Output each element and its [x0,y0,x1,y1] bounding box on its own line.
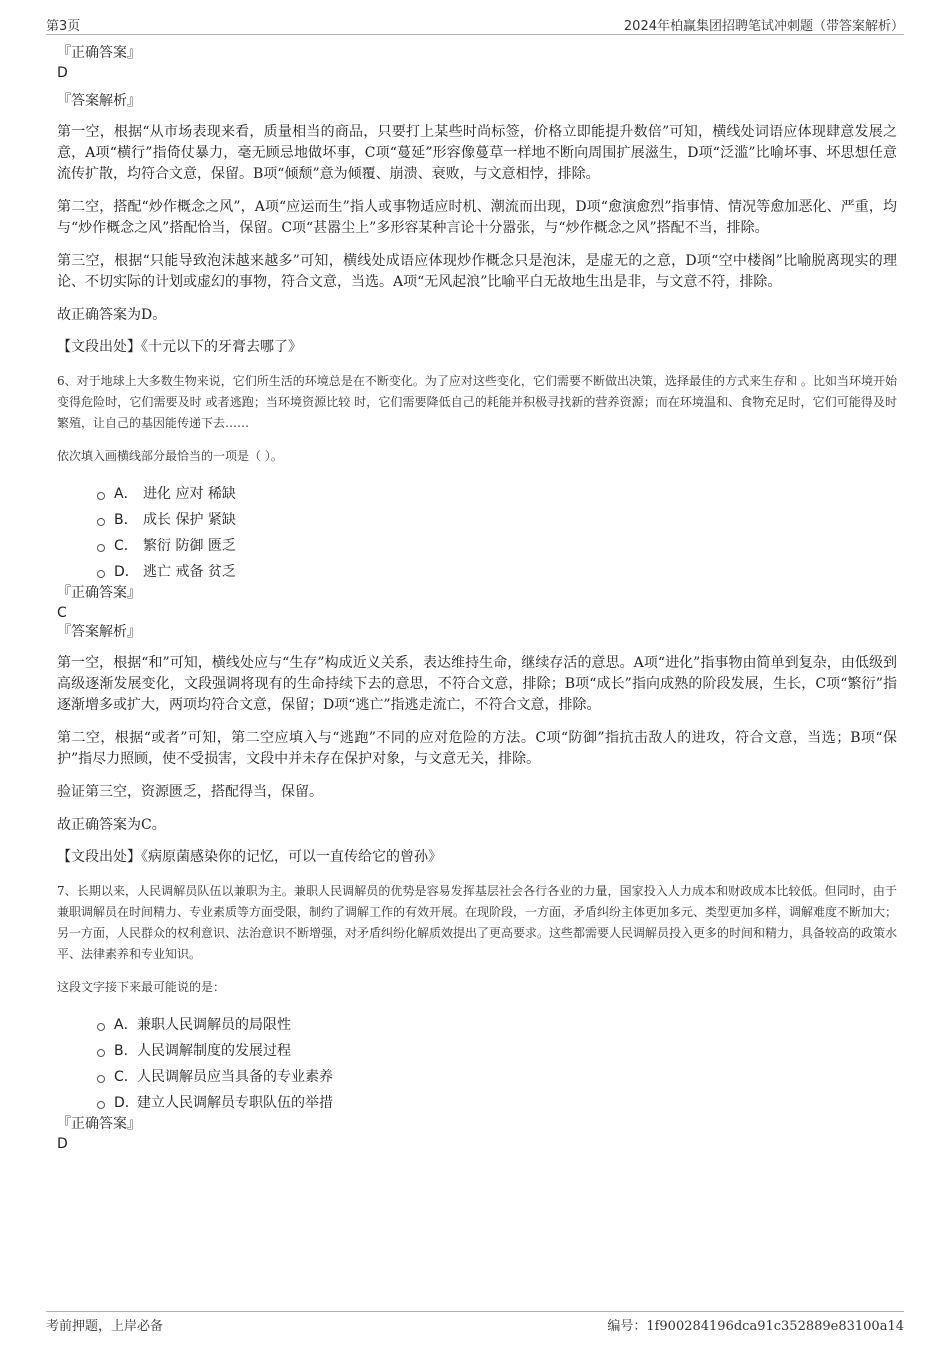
radio-icon[interactable] [97,1023,105,1031]
correct-answer-label: 『正确答案』 [57,1116,141,1132]
q6-analysis-2: 第二空，根据“或者”可知，第二空应填入与“逃跑”不同的应对危险的方法。C项“防御”指抗击敌人的进攻，符合文意，当选；B项“保护”指尽力照顾，使不受损害，文段中并未存在保护对象，与文意无关，排除。 [57,730,897,767]
q7-option-b[interactable]: B． 人民调解制度的发展过程 [97,1037,897,1063]
q6-analysis-3: 验证第三空，资源匮乏，搭配得当，保留。 [57,784,323,800]
q6-options [57,480,897,584]
q6-prompt: 依次填入画横线部分最恰当的一项是（ ）。 [57,449,283,463]
radio-icon[interactable] [97,1101,105,1109]
q7-option-a[interactable]: A． 兼职人民调解员的局限性 [97,1011,897,1037]
q6-option-b[interactable]: B． 成长 保护 紧缺 [97,506,897,532]
q7-option-d[interactable]: D． 建立人民调解员专职队伍的举措 [97,1089,897,1115]
radio-icon[interactable] [97,1075,105,1083]
page-header [46,14,904,35]
q6-source: 【文段出处】《病原菌感染你的记忆，可以一直传给它的曾孙》 [57,849,442,865]
q6-analysis-1: 第一空，根据“和”可知，横线处应与“生存”构成近义关系，表达维持生命，继续存活的意思。A项“进化”指事物由简单到复杂，由低级到高级逐渐发展变化，文段强调将现有的生命持续下去的意思，不符合文意，排除；B项“成长”指向成熟的阶段发展，生长，C项“繁衍”指逐渐增多或扩大，两项均符合文意，保留；D项“逃亡”指逃走流亡，不符合文意，排除。 [57,655,897,713]
q7-option-c[interactable]: C． 人民调解员应当具备的专业素养 [97,1063,897,1089]
correct-answer-label: 『正确答案』 [57,585,141,601]
document-title: 2024年柏赢集团招聘笔试冲刺题（带答案解析） [623,19,904,34]
q7-answer: D [57,1136,68,1152]
q5-conclusion: 故正确答案为D。 [57,307,167,323]
footer-slogan: 考前押题，上岸必备 [46,1319,164,1334]
q5-analysis-2: 第二空，搭配“炒作概念之风”，A项“应运而生”指人或事物适应时机、潮流而出现，D项“愈演愈烈”指事情、情况等愈加恶化、严重，均与“炒作概念之风”搭配恰当，保留。C项“甚嚣尘上”多形容某种言论十分嚣张，与“炒作概念之风”搭配不当，排除。 [57,199,897,236]
analysis-label: 『答案解析』 [57,624,141,640]
radio-icon[interactable] [97,544,105,552]
page-footer [46,1311,904,1337]
q7-options [57,1011,897,1115]
radio-icon[interactable] [97,518,105,526]
page-content [57,44,897,1154]
q6-option-c[interactable]: C． 繁衍 防御 匮乏 [97,532,897,558]
correct-answer-label: 『正确答案』 [57,45,141,61]
analysis-label: 『答案解析』 [57,93,141,109]
q5-answer: D [57,65,68,81]
q6-conclusion: 故正确答案为C。 [57,817,166,833]
radio-icon[interactable] [97,492,105,500]
q5-source: 【文段出处】《十元以下的牙膏去哪了》 [57,339,302,355]
q6-question: 6、对于地球上大多数生物来说，它们所生活的环境总是在不断变化。为了应对这些变化，它们需要不断做出决策，选择最佳的方式来生存和 。比如当环境开始变得危险时，它们需要及时 或者逃跑；当环境资源比较 时，它们需要降低自己的耗能并积极寻找新的营养资源；而在环境温和、食物充足时，它们可能得及时繁殖，让自己的基因能传递下去…… [57,374,897,430]
q7-prompt: 这段文字接下来最可能说的是： [57,980,226,994]
q7-question: 7、长期以来，人民调解员队伍以兼职为主。兼职人民调解员的优势是容易发挥基层社会各行各业的力量，国家投入人力成本和财政成本比较低。但同时，由于兼职调解员在时间精力、专业素质等方面受限，制约了调解工作的有效开展。在现阶段，一方面，矛盾纠纷主体更加多元、类型更加多样，调解难度不断加大；另一方面，人民群众的权利意识、法治意识不断增强，对矛盾纠纷化解质效提出了更高要求。这些都需要人民调解员投入更多的时间和精力，具备较高的政策水平、法律素养和专业知识。 [57,884,898,961]
document-code: 编号：1f900284196dca91c352889e83100a14 [607,1319,904,1334]
q6-option-d[interactable]: D． 逃亡 戒备 贫乏 [97,558,897,584]
page-number: 第3页 [46,19,81,34]
q6-option-a[interactable]: A． 进化 应对 稀缺 [97,480,897,506]
radio-icon[interactable] [97,1049,105,1057]
radio-icon[interactable] [97,570,105,578]
q5-analysis-1: 第一空，根据“从市场表现来看，质量相当的商品，只要打上某些时尚标签，价格立即能提升数倍”可知，横线处词语应体现肆意发展之意，A项“横行”指倚仗暴力，毫无顾忌地做坏事，C项“蔓延”形容像蔓草一样地不断向周围扩展滋生，D项“泛滥”比喻坏事、坏思想任意流传扩散，均符合文意，保留。B项“倾颓”意为倾覆、崩溃、衰败，与文意相悖，排除。 [57,124,897,182]
q6-answer: C [57,605,67,621]
q5-analysis-3: 第三空，根据“只能导致泡沫越来越多”可知，横线处成语应体现炒作概念只是泡沫，是虚无的之意，D项“空中楼阁”比喻脱离现实的理论、不切实际的计划或虚幻的事物，符合文意，当选。A项“无风起浪”比喻平白无故地生出是非，与文意不符，排除。 [57,253,897,290]
